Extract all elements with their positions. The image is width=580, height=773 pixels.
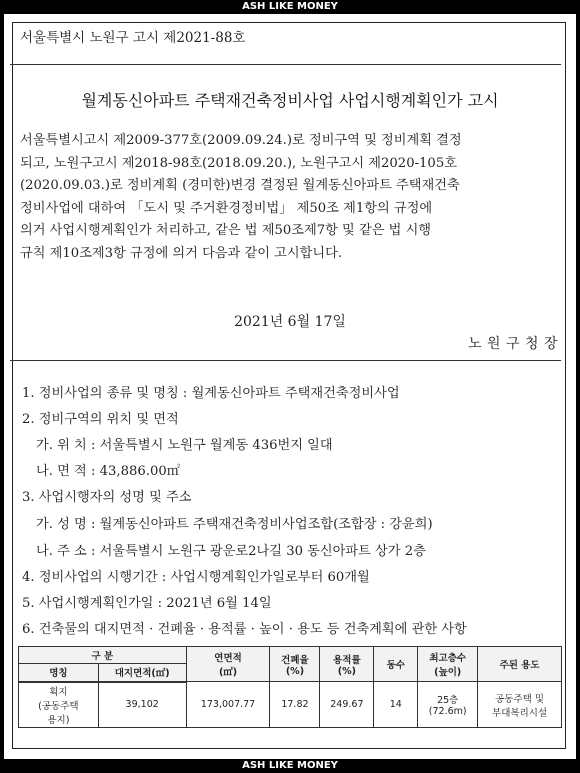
item-3b: 나. 주 소 : 서울특별시 노원구 광운로2나길 30 동신아파트 상가 2층: [36, 544, 426, 559]
header-far-unit: (%): [337, 665, 356, 677]
cell-main-use-line: 부대복리시설: [492, 707, 548, 719]
cell-max-floors-height: (72.6m): [428, 706, 467, 717]
notice-body: [20, 130, 565, 265]
body-line: 되고, 노원구고시 제2018-98호(2018.09.20.), 노원구고시 제2020-105호: [20, 155, 457, 171]
item-6: 6. 건축물의 대지면적 · 건폐율 · 용적률 · 높이 · 용도 등 건축계획에 관한 사항: [22, 622, 467, 637]
header-max-floors: [418, 647, 478, 682]
signer: 노 원 구 청 장: [468, 336, 558, 352]
item-3a: 가. 성 명 : 월계동신아파트 주택재건축정비사업조합(조합장 : 강윤희): [36, 517, 433, 532]
cell-name: [19, 682, 99, 728]
header-main-use: 주된 용도: [478, 647, 562, 682]
item-2b: 나. 면 적 : 43,886.00㎡: [36, 464, 180, 479]
header-name: 명칭: [19, 664, 99, 682]
cell-name-line: 용지): [47, 714, 70, 726]
item-2: 2. 정비구역의 위치 및 면적: [22, 412, 179, 427]
header-max-floors-label: 최고층수: [429, 653, 467, 664]
header-coverage-label: 건폐율: [281, 654, 309, 666]
cell-max-floors-count: 25층: [437, 695, 459, 706]
building-plan-table: [18, 646, 562, 728]
top-watermark-bar: ASH LIKE MONEY: [0, 0, 580, 14]
body-line: 의거 사업시행계획인가 처리하고, 같은 법 제50조제7항 및 같은 법 시행: [20, 223, 432, 238]
item-1: 1. 정비사업의 종류 및 명칭 : 월계동신아파트 주택재건축정비사업: [22, 386, 400, 401]
cell-buildings: 14: [374, 682, 418, 728]
body-line: (2020.09.03.)로 정비계획 (경미한)변경 결정된 월계동신아파트 주택재건축: [20, 178, 460, 193]
table-header-row: [19, 647, 562, 664]
header-floor-area-label: 연면적: [214, 653, 242, 664]
cell-far: 249.67: [320, 682, 374, 728]
bottom-watermark-bar: ASH LIKE MONEY: [0, 759, 580, 773]
cell-coverage: 17.82: [270, 682, 320, 728]
header-coverage-unit: (%): [285, 665, 305, 677]
cell-floor-area: 173,007.77: [186, 682, 270, 728]
header-floor-area-unit: (㎡): [218, 667, 238, 678]
item-5: 5. 사업시행계획인가일 : 2021년 6월 14일: [22, 596, 272, 611]
header-buildings: 동수: [374, 647, 418, 682]
divider-line: [10, 360, 561, 361]
body-line: 서울특별시고시 제2009-377호(2009.09.24.)로 정비구역 및 정비계획 결정: [20, 133, 462, 148]
header-max-floors-unit: (높이): [434, 667, 462, 678]
header-far-label: 용적률: [333, 654, 361, 666]
body-line: 규칙 제10조제3항 규정에 의거 다음과 같이 고시합니다.: [20, 245, 343, 261]
header-coverage: [270, 647, 320, 682]
cell-name-line: (공동주택: [38, 700, 79, 712]
cell-main-use-line: 공동주택 및: [495, 693, 545, 705]
notice-number: 서울특별시 노원구 고시 제2021-88호: [20, 30, 246, 46]
item-2a: 가. 위 치 : 서울특별시 노원구 월계동 436번지 일대: [36, 438, 333, 453]
cell-site-area: 39,102: [98, 682, 186, 728]
cell-max-floors: [418, 682, 478, 728]
document-title: 월계동신아파트 주택재건축정비사업 사업시행계획인가 고시: [81, 91, 499, 110]
item-4: 4. 정비사업의 시행기간 : 사업시행계획인가일로부터 60개월: [22, 570, 370, 585]
notice-date: 2021년 6월 17일: [234, 314, 346, 330]
item-3: 3. 사업시행자의 성명 및 주소: [22, 490, 192, 505]
cell-name-line: 획지: [49, 686, 68, 698]
header-category: 구 분: [19, 647, 187, 664]
body-line: 정비사업에 대하여 「도시 및 주거환경정비법」 제50조 제1항의 규정에: [20, 200, 433, 216]
header-site-area: 대지면적(㎡): [98, 664, 186, 682]
cell-main-use: [478, 682, 562, 728]
table-row: [19, 682, 562, 728]
divider-line: [10, 64, 561, 65]
header-floor-area: [186, 647, 270, 682]
header-far: [320, 647, 374, 682]
